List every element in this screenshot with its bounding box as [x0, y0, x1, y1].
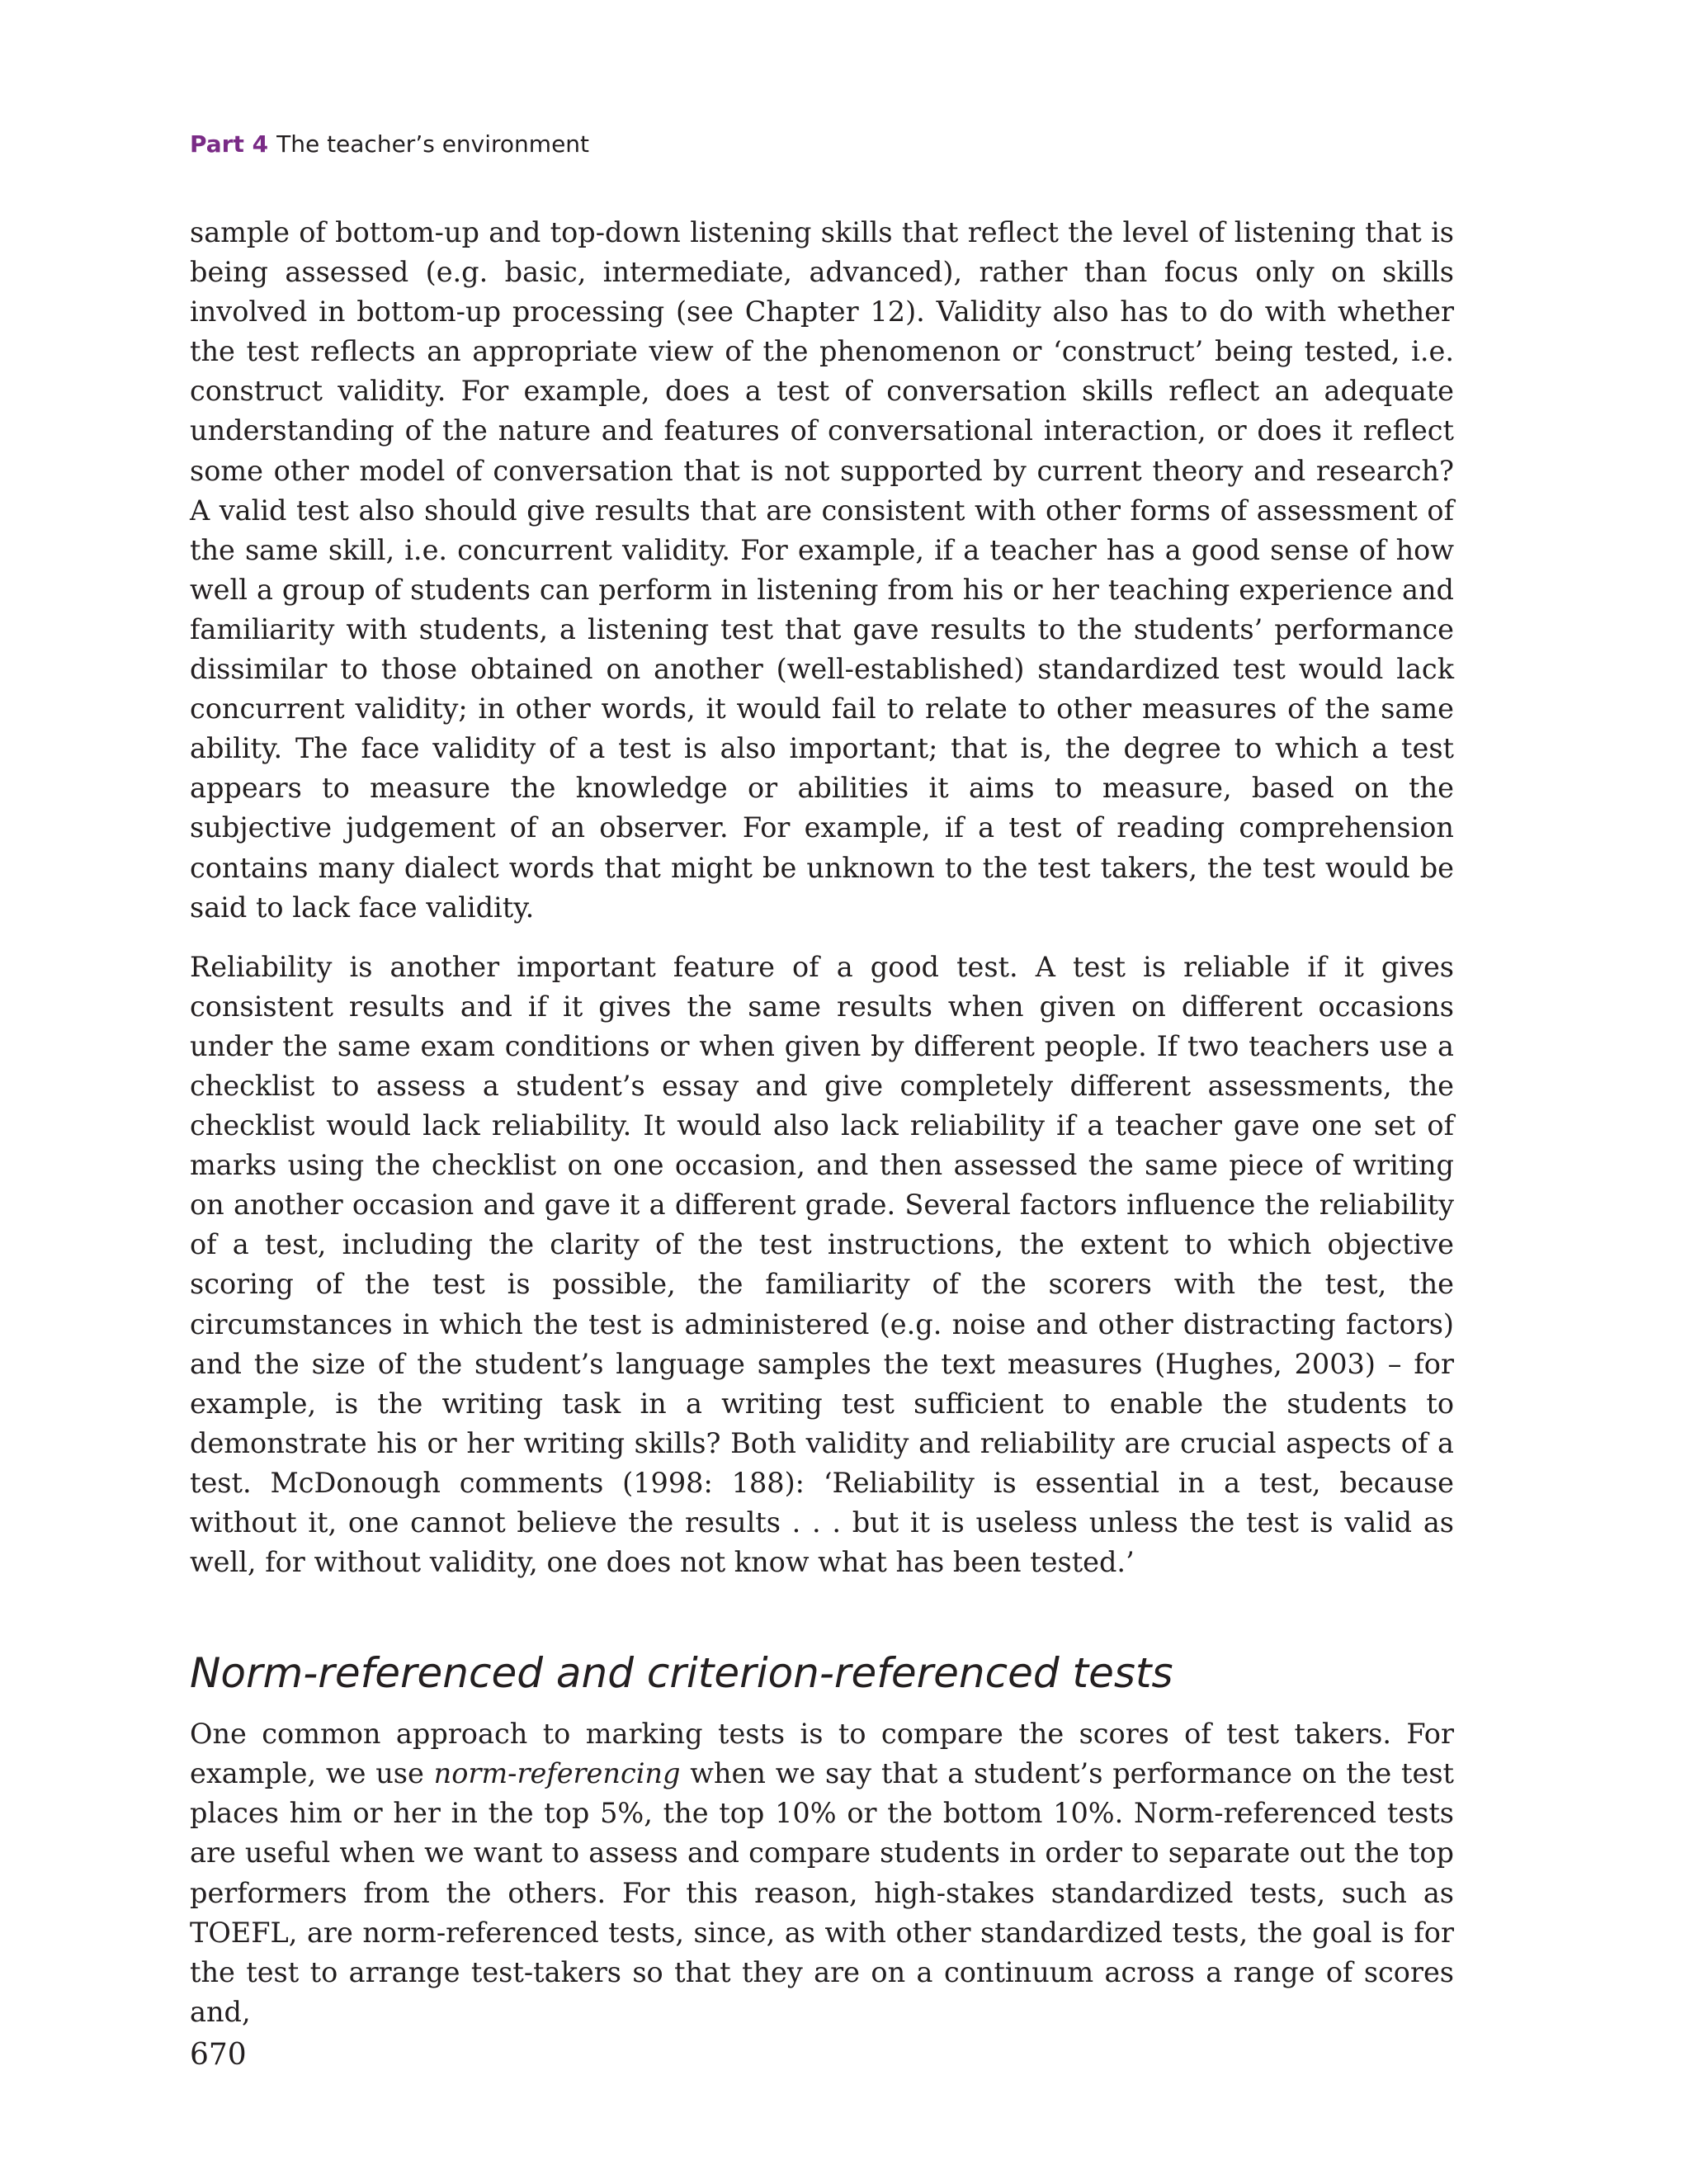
section-heading: Norm-referenced and criterion-referenced tests	[190, 1649, 1173, 1698]
running-head	[190, 128, 589, 161]
reliability-paragraph: Reliability is another important feature of a good test. A test is reliable if it gives consistent results and if it gives the same results when given on different occasions under the same exam conditions or when given by different people. If two teachers use a checklist to assess a student’s essay and give completely different assessments, the checklist would lack reliability. It would also lack reliability if a teacher gave one set of marks using the checklist on one occasion, and then assessed the same piece of writing on another occasion and gave it a different grade. Several factors influence the reliability of a test, including the clarity of the test instructions, the extent to which objective scoring of the test is possible, the familiarity of the scorers with the test, the circumstances in which the test is administered (e.g. noise and other distracting factors) and the size of the student’s language samples the text measures (Hughes, 2003) – for example, is the writing task in a writing test sufficient to enable the students to demonstrate his or her writing skills? Both validity and reliability are crucial aspects of a test. McDonough comments (1998: 188): ‘Reliability is essential in a test, because without it, one cannot believe the results . . . but it is useless unless the test is valid as well, for without validity, one does not know what has been tested.’	[190, 950, 1454, 1579]
norm-referencing-paragraph	[190, 1714, 1454, 2032]
paragraph-text-end: when we say that a student’s performance on the test places him or her in the top 5%, the top 10% or the bottom 10%. Norm-referenced tests are useful when we want to assess and compare students in order to separate out the top performers from the others. For this reason, high-stakes standardized tests, such as TOEFL, are norm-referenced tests, since, as with other standardized tests, the goal is for the test to arrange test-takers so that they are on a continuum across a range of scores and,	[190, 1757, 1454, 2028]
part-title: The teacher’s environment	[276, 130, 590, 158]
page-number: 670	[190, 2038, 247, 2072]
part-label: Part 4	[190, 130, 269, 158]
validity-paragraph: sample of bottom-up and top-down listening skills that reflect the level of listening that is being assessed (e.g. basic, intermediate, advanced), rather than focus only on skills involved in bottom-up processing (see Chapter 12). Validity also has to do with whether the test reflects an appropriate view of the phenomenon or ‘construct’ being tested, i.e. construct validity. For example, does a test of conversation skills reflect an adequate understanding of the nature and features of conversational interaction, or does it reflect some other model of conversation that is not supported by current theory and research? A valid test also should give results that are consistent with other forms of assessment of the same skill, i.e. concurrent validity. For example, if a teacher has a good sense of how well a group of students can perform in listening from his or her teaching experience and familiarity with students, a listening test that gave results to the students’ performance dissimilar to those obtained on another (well-established) standardized test would lack concurrent validity; in other words, it would fail to relate to other measures of the same ability. The face validity of a test is also important; that is, the degree to which a test appears to measure the knowledge or abilities it aims to measure, based on the subjective judgement of an observer. For example, if a test of reading comprehension contains many dialect words that might be unknown to the test takers, the test would be said to lack face validity.	[190, 216, 1454, 924]
page-body	[190, 213, 1454, 2032]
paragraph-text-start: One common approach to marking tests is to compare the scores of test takers. For example, we use	[190, 1718, 1454, 1790]
emphasized-term: norm-referencing	[433, 1757, 681, 1790]
